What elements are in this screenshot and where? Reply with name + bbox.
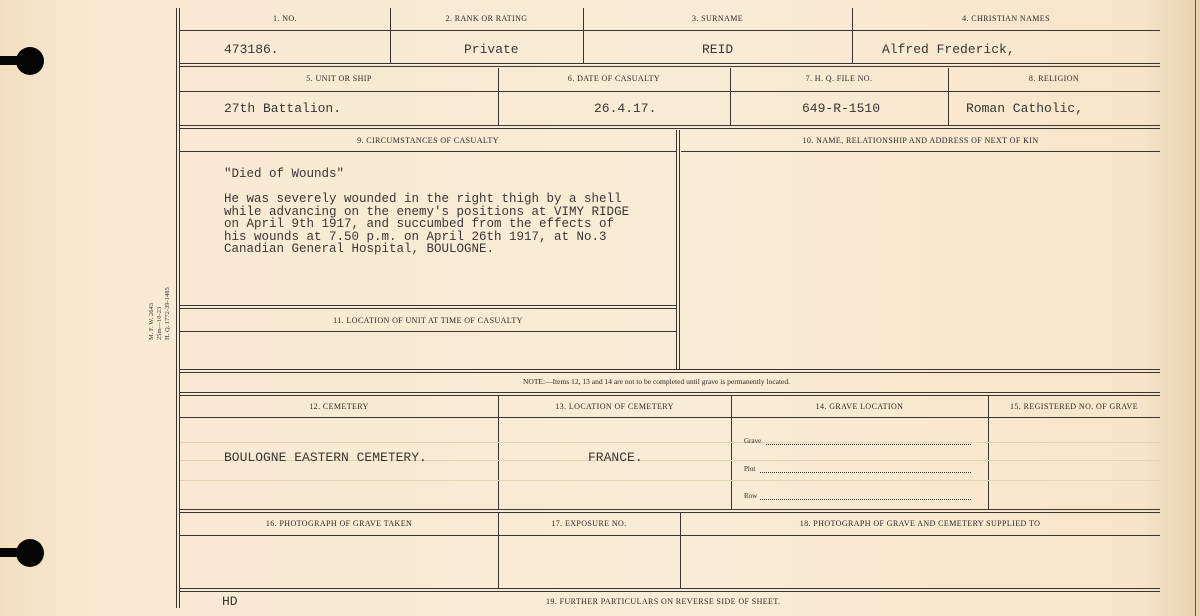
cemetery-header-line xyxy=(180,417,1160,418)
cemetery-divider-2 xyxy=(731,395,732,509)
value-date-of-casualty: 26.4.17. xyxy=(594,101,657,116)
cemetery-divider-3 xyxy=(988,395,989,509)
row2-bottom-line xyxy=(180,125,1160,129)
punch-hole-top xyxy=(16,47,44,75)
cemetery-divider-1 xyxy=(498,395,499,509)
footer-further-particulars: 19. FURTHER PARTICULARS ON REVERSE SIDE OF SHEET. xyxy=(546,597,781,606)
label-surname: 3. SURNAME xyxy=(691,14,744,23)
note-top-line xyxy=(180,369,1160,373)
frame-right-edge xyxy=(1195,0,1196,616)
value-religion: Roman Catholic, xyxy=(966,101,1084,116)
label-cemetery: 12. CEMETERY xyxy=(309,402,369,411)
value-surname: REID xyxy=(702,42,734,57)
grave-field-label: Grave xyxy=(744,437,762,445)
plot-field-line[interactable] xyxy=(760,472,971,473)
label-supplied-to: 18. PHOTOGRAPH OF GRAVE AND CEMETERY SUPPLIED TO xyxy=(799,519,1041,528)
row2-header-line xyxy=(180,91,1160,92)
location-of-unit-header-line xyxy=(180,331,676,332)
label-circumstances: 9. CIRCUMSTANCES OF CASUALTY xyxy=(357,136,499,145)
row1-header-line xyxy=(180,30,1160,31)
row1-bottom-line xyxy=(180,63,1160,67)
label-christian-names: 4. CHRISTIAN NAMES xyxy=(962,14,1050,23)
value-hq-file: 649-R-1510 xyxy=(802,101,881,116)
label-no: 1. NO. xyxy=(273,14,297,23)
value-unit: 27th Battalion. xyxy=(224,101,342,116)
next-of-kin-header-line xyxy=(681,151,1160,152)
note-text: NOTE:—Items 12, 13 and 14 are not to be completed until grave is permanently located. xyxy=(523,377,791,386)
punch-hole-bottom xyxy=(16,539,44,567)
label-registered-no: 15. REGISTERED NO. OF GRAVE xyxy=(1010,402,1138,411)
circumstances-heading: "Died of Wounds" xyxy=(224,167,345,181)
plot-field-label: Plot xyxy=(744,465,756,473)
circumstances-line-2: while advancing on the enemy's positions at VIMY RIDGE xyxy=(224,204,630,219)
value-service-number: 473186. xyxy=(224,42,279,57)
circumstances-line-4: his wounds at 7.50 p.m. on April 26th 1917, at No.3 xyxy=(224,229,607,244)
row-field-label: Row xyxy=(744,492,758,500)
photo-header-line xyxy=(180,535,1160,536)
note-bottom-line xyxy=(180,392,1160,396)
label-grave-location: 14. GRAVE LOCATION xyxy=(815,402,904,411)
faint-rule-3 xyxy=(180,480,1160,481)
grave-field-line[interactable] xyxy=(766,444,971,445)
circumstances-header-line xyxy=(180,151,676,152)
label-exposure-no: 17. EXPOSURE NO. xyxy=(551,519,627,528)
circumstances-line-1: He was severely wounded in the right thigh by a shell xyxy=(224,192,622,206)
value-cemetery: BOULOGNE EASTERN CEMETERY. xyxy=(224,450,427,465)
label-next-of-kin: 10. NAME, RELATIONSHIP AND ADDRESS OF NEXT OF KIN xyxy=(802,136,1039,145)
circumstances-kin-divider xyxy=(676,130,680,370)
label-date-of-casualty: 6. DATE OF CASUALTY xyxy=(567,74,661,83)
label-unit: 5. UNIT OR SHIP xyxy=(306,74,372,83)
circumstances-line-3: on April 9th 1917, and succumbed from the effects of xyxy=(224,217,615,231)
photo-bottom-line xyxy=(180,588,1160,592)
value-rank: Private xyxy=(464,42,519,57)
value-christian-names: Alfred Frederick, xyxy=(882,42,1015,57)
label-location-of-unit: 11. LOCATION OF UNIT AT TIME OF CASUALTY xyxy=(333,316,523,325)
value-location-of-cemetery: FRANCE. xyxy=(588,450,643,465)
label-hq-file: 7. H. Q. FILE NO. xyxy=(805,74,873,83)
label-photo-taken: 16. PHOTOGRAPH OF GRAVE TAKEN xyxy=(265,519,413,528)
cemetery-bottom-line xyxy=(180,509,1160,513)
circumstances-line-5: Canadian General Hospital, BOULOGNE. xyxy=(224,242,495,256)
label-location-of-cemetery: 13. LOCATION OF CEMETERY xyxy=(555,402,674,411)
row-field-line[interactable] xyxy=(760,499,971,500)
label-religion: 8. RELIGION xyxy=(1028,74,1080,83)
location-of-unit-top-line xyxy=(180,305,676,309)
label-rank: 2. RANK OR RATING xyxy=(445,14,528,23)
footer-initials: HD xyxy=(222,594,238,609)
form-side-code: M. F. W. 2643 25m—10-23 H. Q. 1772-39-1485 xyxy=(148,287,171,340)
faint-rule-1 xyxy=(180,442,1160,443)
